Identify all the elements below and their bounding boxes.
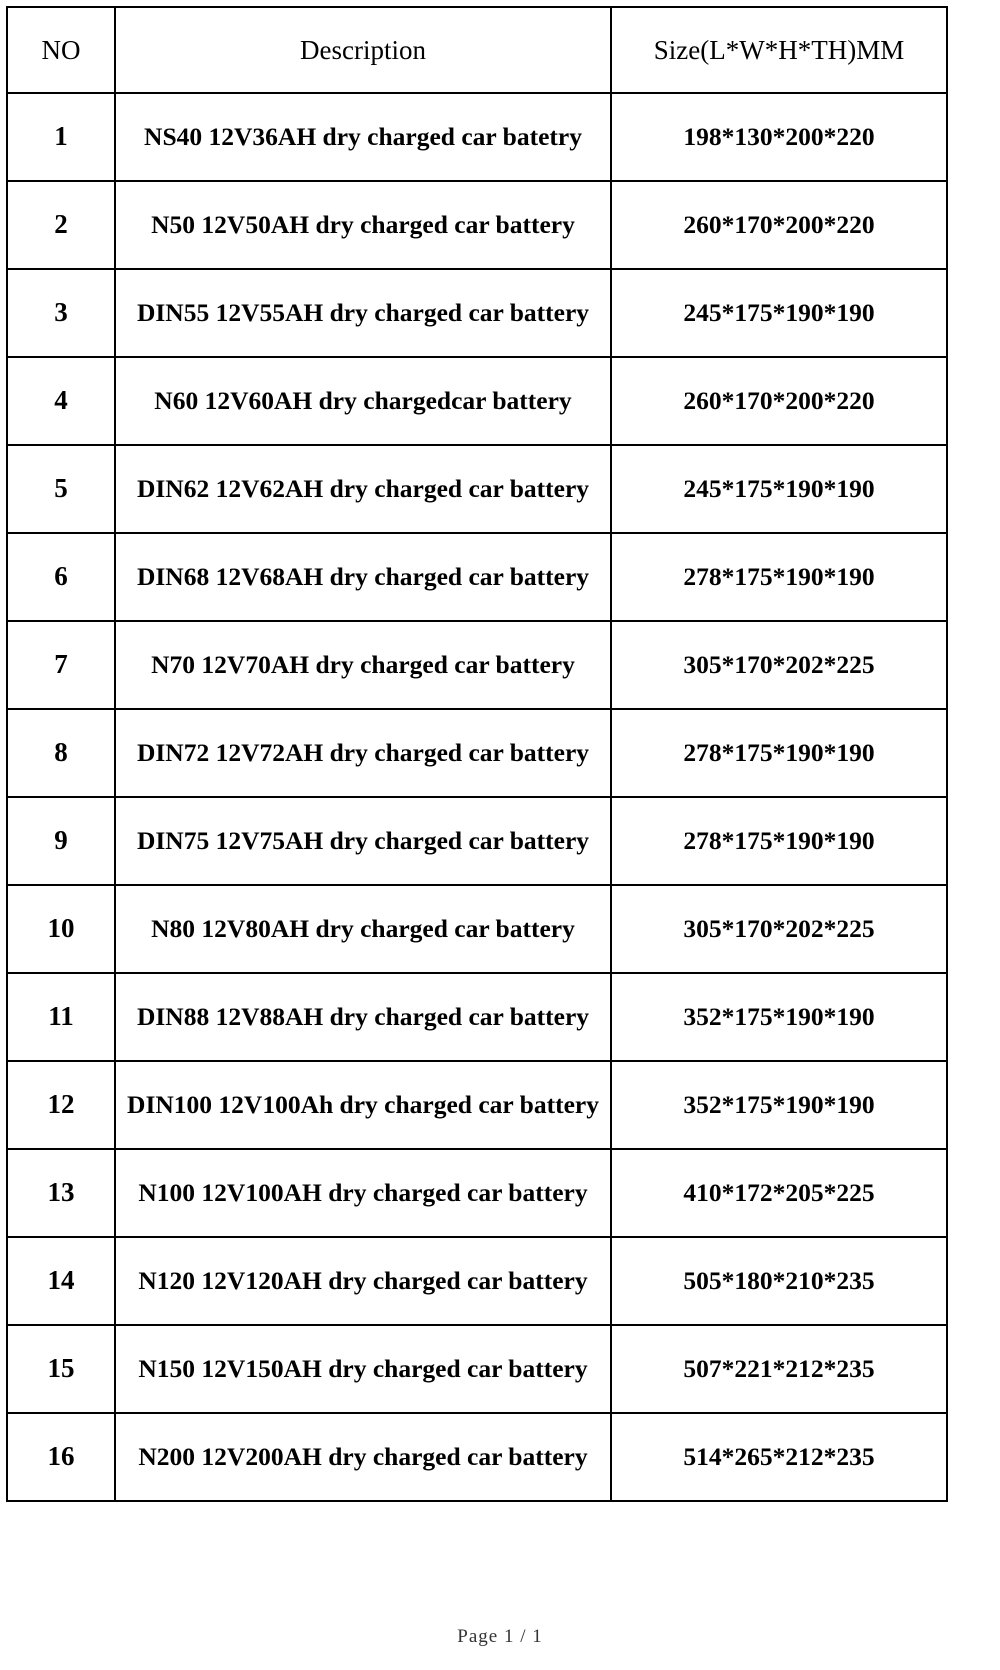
cell-size: 305*170*202*225 xyxy=(611,621,947,709)
table-row xyxy=(7,885,947,973)
cell-no: 11 xyxy=(7,973,115,1061)
cell-description: DIN72 12V72AH dry charged car battery xyxy=(115,709,611,797)
cell-no: 10 xyxy=(7,885,115,973)
table-row xyxy=(7,269,947,357)
cell-no: 9 xyxy=(7,797,115,885)
table-row xyxy=(7,181,947,269)
table-row xyxy=(7,1413,947,1501)
cell-description: DIN55 12V55AH dry charged car battery xyxy=(115,269,611,357)
cell-size: 514*265*212*235 xyxy=(611,1413,947,1501)
cell-size: 245*175*190*190 xyxy=(611,445,947,533)
cell-description: N100 12V100AH dry charged car battery xyxy=(115,1149,611,1237)
cell-size: 245*175*190*190 xyxy=(611,269,947,357)
table-row xyxy=(7,1237,947,1325)
table-row xyxy=(7,709,947,797)
page-footer: Page 1 / 1 xyxy=(457,1626,543,1647)
cell-description: NS40 12V36AH dry charged car batetry xyxy=(115,93,611,181)
cell-description: DIN68 12V68AH dry charged car battery xyxy=(115,533,611,621)
cell-no: 6 xyxy=(7,533,115,621)
cell-no: 8 xyxy=(7,709,115,797)
document-page xyxy=(0,6,1000,1670)
table-row xyxy=(7,1149,947,1237)
cell-description: DIN88 12V88AH dry charged car battery xyxy=(115,973,611,1061)
cell-no: 15 xyxy=(7,1325,115,1413)
cell-description: DIN100 12V100Ah dry charged car battery xyxy=(115,1061,611,1149)
cell-no: 3 xyxy=(7,269,115,357)
cell-no: 14 xyxy=(7,1237,115,1325)
cell-no: 1 xyxy=(7,93,115,181)
table-header-row xyxy=(7,7,947,93)
table-row xyxy=(7,93,947,181)
cell-size: 260*170*200*220 xyxy=(611,357,947,445)
cell-description: N150 12V150AH dry charged car battery xyxy=(115,1325,611,1413)
cell-size: 305*170*202*225 xyxy=(611,885,947,973)
table-body xyxy=(7,93,947,1501)
cell-size: 198*130*200*220 xyxy=(611,93,947,181)
cell-no: 2 xyxy=(7,181,115,269)
cell-description: N60 12V60AH dry chargedcar battery xyxy=(115,357,611,445)
table-row xyxy=(7,1325,947,1413)
cell-description: N50 12V50AH dry charged car battery xyxy=(115,181,611,269)
cell-no: 7 xyxy=(7,621,115,709)
table-row xyxy=(7,445,947,533)
cell-size: 260*170*200*220 xyxy=(611,181,947,269)
cell-no: 16 xyxy=(7,1413,115,1501)
table-row xyxy=(7,621,947,709)
cell-size: 278*175*190*190 xyxy=(611,709,947,797)
table-row xyxy=(7,973,947,1061)
cell-size: 505*180*210*235 xyxy=(611,1237,947,1325)
column-header-description: Description xyxy=(115,7,611,93)
table-row xyxy=(7,797,947,885)
cell-no: 4 xyxy=(7,357,115,445)
cell-description: N120 12V120AH dry charged car battery xyxy=(115,1237,611,1325)
table-row xyxy=(7,357,947,445)
cell-size: 352*175*190*190 xyxy=(611,1061,947,1149)
cell-no: 12 xyxy=(7,1061,115,1149)
table-row xyxy=(7,533,947,621)
cell-no: 13 xyxy=(7,1149,115,1237)
cell-description: N70 12V70AH dry charged car battery xyxy=(115,621,611,709)
battery-spec-table xyxy=(6,6,948,1502)
cell-description: DIN75 12V75AH dry charged car battery xyxy=(115,797,611,885)
cell-size: 278*175*190*190 xyxy=(611,533,947,621)
cell-size: 410*172*205*225 xyxy=(611,1149,947,1237)
table-row xyxy=(7,1061,947,1149)
cell-description: N200 12V200AH dry charged car battery xyxy=(115,1413,611,1501)
cell-description: DIN62 12V62AH dry charged car battery xyxy=(115,445,611,533)
cell-size: 278*175*190*190 xyxy=(611,797,947,885)
cell-size: 352*175*190*190 xyxy=(611,973,947,1061)
table-header xyxy=(7,7,947,93)
cell-description: N80 12V80AH dry charged car battery xyxy=(115,885,611,973)
cell-size: 507*221*212*235 xyxy=(611,1325,947,1413)
column-header-size: Size(L*W*H*TH)MM xyxy=(611,7,947,93)
cell-no: 5 xyxy=(7,445,115,533)
column-header-no: NO xyxy=(7,7,115,93)
